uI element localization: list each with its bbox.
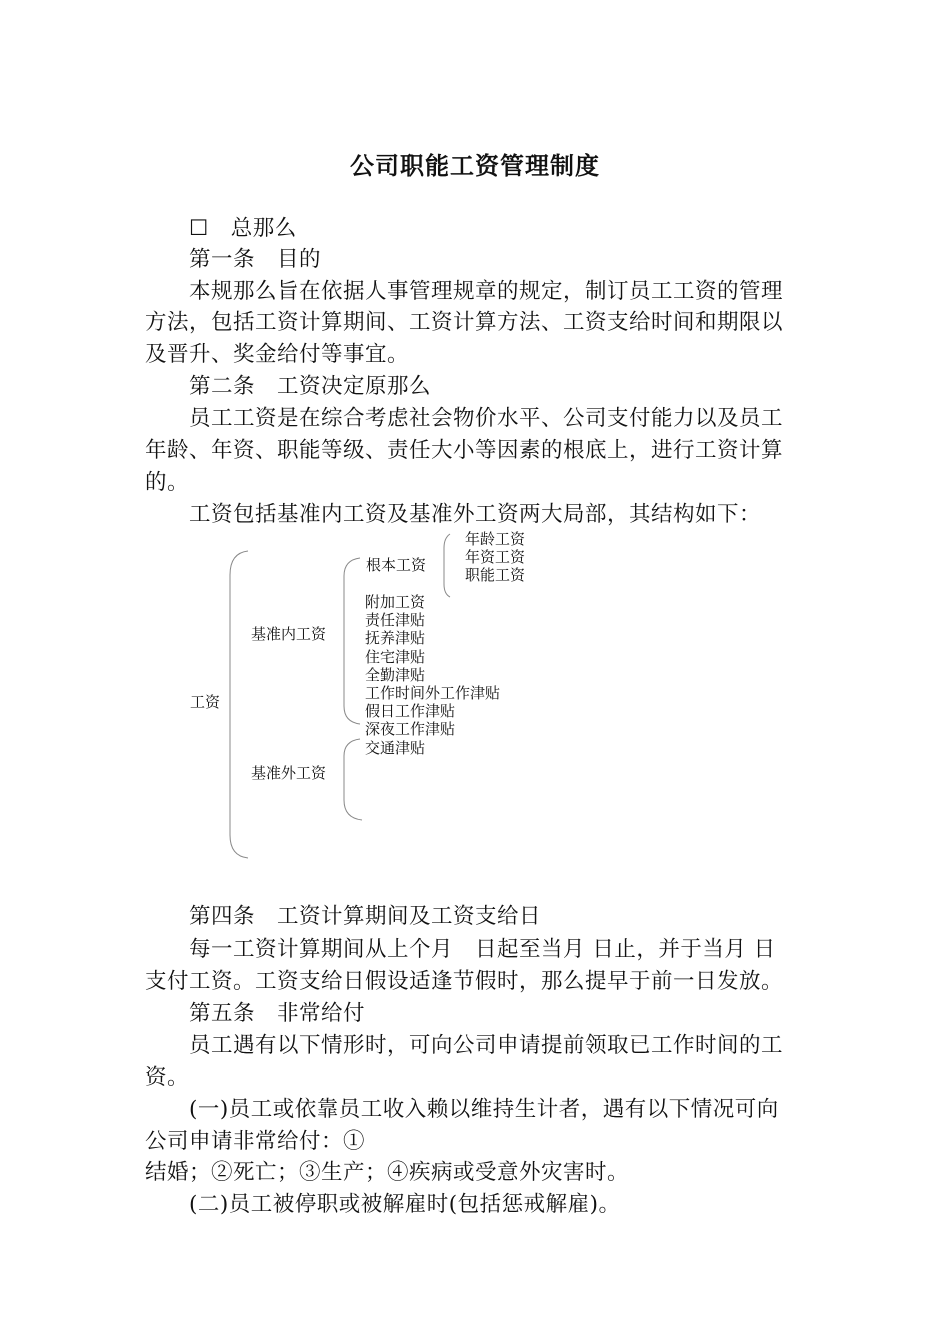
diagram-inner-label: 基准内工资 [251,625,327,643]
article-5-line-2: 资。 [145,1065,190,1090]
article-5-heading: 第五条 非常给付 [189,1001,366,1026]
article-1-line-2: 方法，包括工资计算期间、工资计算方法、工资支给时间和期限以 [145,310,784,335]
structure-intro: 工资包括基准内工资及基准外工资两大局部，其结构如下： [189,502,762,527]
article-1-line-1: 本规那么旨在依据人事管理规章的规定，制订员工工资的管理 [189,279,784,304]
diagram-base-item: 年龄工资 [465,530,526,548]
diagram-allowance-items [365,593,500,757]
article-5-line-4: 公司申请非常给付：① [145,1129,366,1154]
diagram-allowance-item: 深夜工作津贴 [365,720,456,739]
diagram-base-label: 根本工资 [366,556,427,574]
diagram-allowance-item: 交通津贴 [365,738,426,757]
article-2-line-2: 年龄、年资、职能等级、责任大小等因素的根底上，进行工资计算 [145,438,784,463]
diagram-allowance-item: 附加工资 [365,593,426,611]
diagram-base-item: 年资工资 [465,548,526,567]
article-1-line-3: 及晋升、奖金给付等事宜。 [145,342,410,367]
article-2-heading: 第二条 工资决定原那么 [189,374,432,399]
document-title: 公司职能工资管理制度 [350,151,600,180]
section-heading: ☐ 总那么 [189,216,297,241]
article-2-line-1: 员工工资是在综合考虑社会物价水平、公司支付能力以及员工 [189,406,784,431]
diagram-allowance-item: 住宅津贴 [365,647,426,666]
diagram-outer-label: 基准外工资 [251,764,327,782]
article-5-line-5: 结婚；②死亡；③生产；④疾病或受意外灾害时。 [145,1160,630,1185]
article-1-heading: 第一条 目的 [189,247,322,272]
article-4-heading: 第四条 工资计算期间及工资支给日 [189,904,542,929]
bracket-outer [344,739,362,820]
diagram-base-items [465,530,525,585]
article-5-line-1: 员工遇有以下情形时，可向公司申请提前领取已工作时间的工 [189,1033,784,1058]
article-5-line-6: (二)员工被停职或被解雇时(包括惩戒解雇)。 [189,1192,621,1217]
article-4-line-1: 每一工资计算期间从上个月 日起至当月 日止，并于当月 日 [189,937,776,962]
article-4-line-2: 支付工资。工资支给日假设适逢节假时，那么提早于前一日发放。 [145,969,784,994]
diagram-allowance-item: 工作时间外工作津贴 [365,684,501,703]
diagram-allowance-item: 抚养津贴 [365,629,426,648]
article-2-line-3: 的。 [145,470,190,495]
diagram-allowance-item: 假日工作津贴 [365,702,456,721]
diagram-root-label: 工资 [190,693,221,711]
article-5-line-3: (一)员工或依靠员工收入赖以维持生计者，遇有以下情况可向 [189,1097,779,1122]
diagram-allowance-item: 责任津贴 [365,611,426,630]
bracket-base [444,534,450,597]
diagram-base-item: 职能工资 [465,566,526,585]
bracket-inner [344,558,360,724]
bracket-root [230,551,248,858]
diagram-allowance-item: 全勤津贴 [365,665,426,684]
